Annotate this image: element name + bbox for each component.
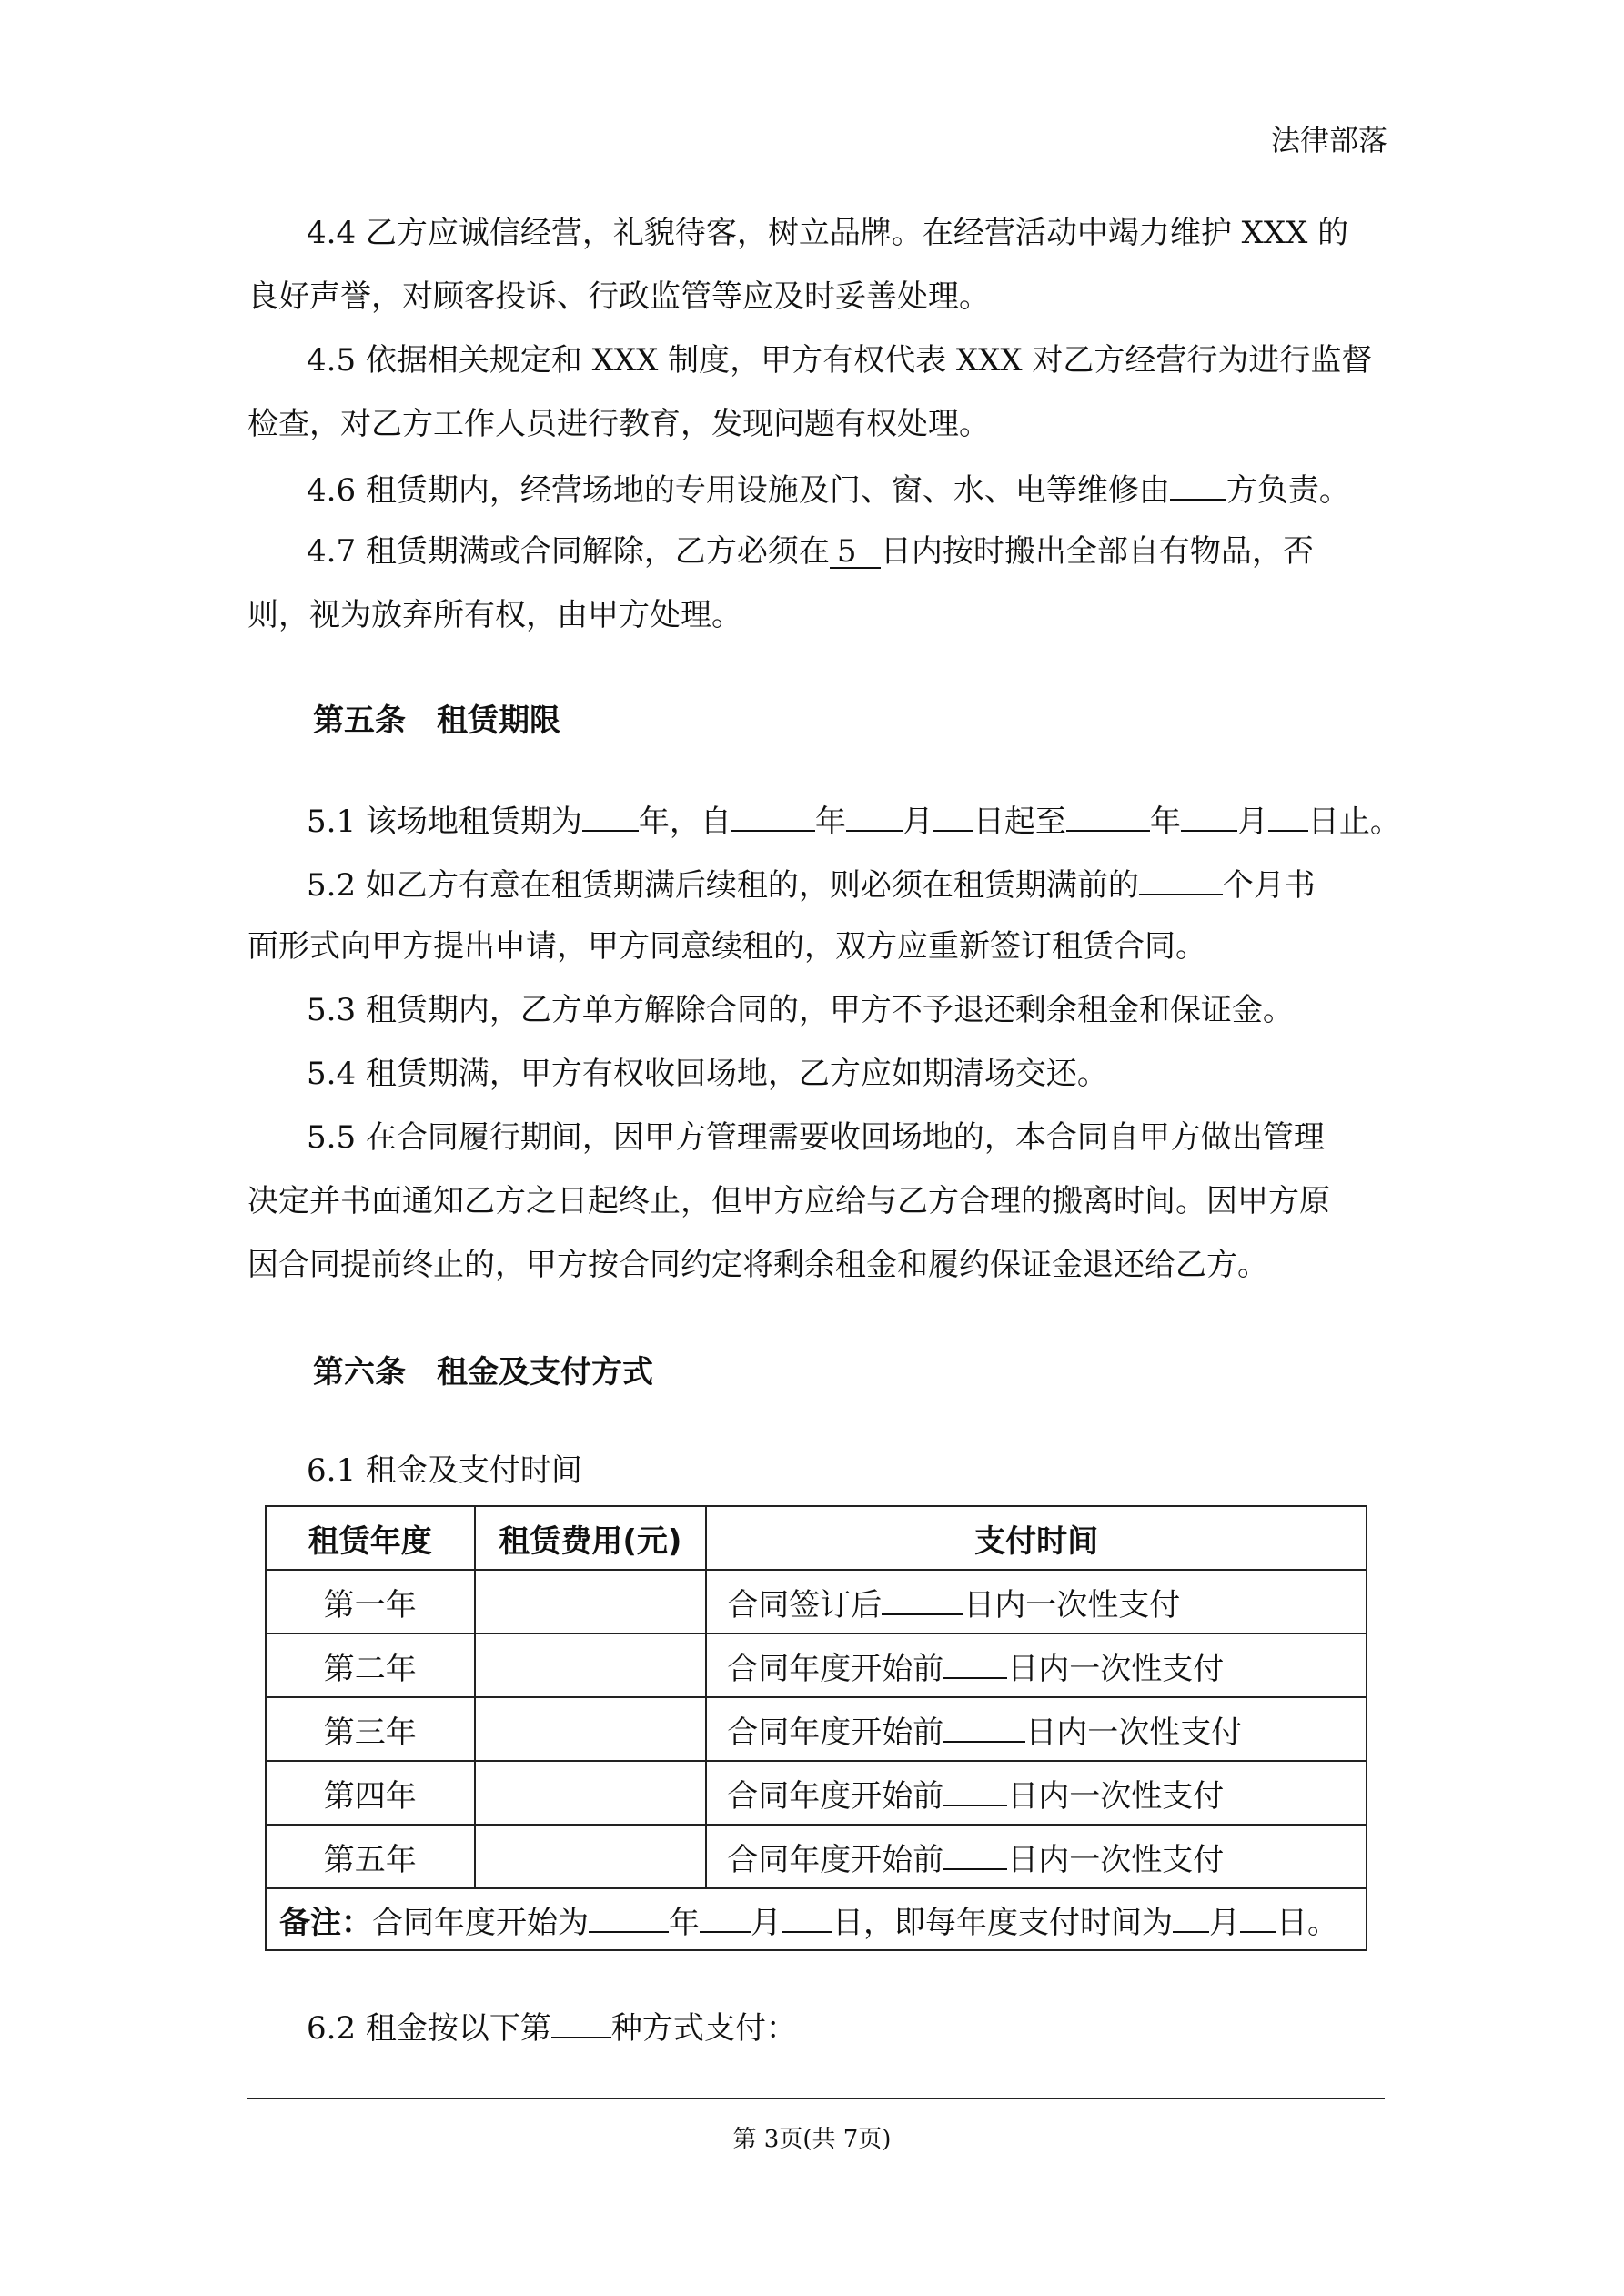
clause-4-7-text: 4.7 租赁期满或合同解除，乙方必须在 (307, 533, 830, 570)
blank-start-day (933, 801, 973, 832)
table-row (266, 1825, 1367, 1888)
clause-4-4-line1: 4.4 乙方应诚信经营，礼貌待客，树立品牌。在经营活动中竭力维护 XXX 的 (307, 215, 1349, 251)
col-header-pay-time: 支付时间 (706, 1506, 1367, 1570)
page-number: 第 3页(共 7页) (732, 2126, 892, 2153)
blank-days (882, 1584, 963, 1615)
note-label: 备注： (279, 1904, 372, 1941)
cell-pay-time (706, 1825, 1367, 1888)
clause-6-2-text: 6.2 租金按以下第 (307, 2010, 551, 2047)
rent-payment-table (265, 1505, 1367, 1951)
clause-4-4-line2: 良好声誉，对顾客投诉、行政监管等应及时妥善处理。 (247, 278, 990, 315)
blank-days (943, 1839, 1007, 1870)
note-day: 日，即每年度支付时间为 (832, 1904, 1173, 1941)
section-5-heading: 第五条 租赁期限 (313, 703, 560, 739)
table-row (266, 1761, 1367, 1825)
clause-5-5-line1: 5.5 在合同履行期间，因甲方管理需要收回场地的，本合同自甲方做出管理 (307, 1119, 1325, 1156)
cell-year: 第三年 (266, 1697, 475, 1761)
section-6-heading: 第六条 租金及支付方式 (313, 1354, 653, 1391)
cell-year: 第二年 (266, 1633, 475, 1697)
clause-4-7-days: 5 (830, 536, 881, 569)
cell-pay-time (706, 1570, 1367, 1633)
clause-5-1-y2: 年 (1149, 804, 1181, 840)
clause-6-1: 6.1 租金及支付时间 (307, 1452, 582, 1489)
note-month: 月 (751, 1904, 782, 1941)
note-text: 合同年度开始为 (372, 1904, 589, 1941)
clause-4-6 (307, 470, 1350, 509)
clause-5-4: 5.4 租赁期满，甲方有权收回场地，乙方应如期清场交还。 (307, 1056, 1108, 1092)
blank-payment-method (551, 2008, 611, 2038)
clause-5-1-end: 日止。 (1307, 804, 1401, 840)
blank-note-year (589, 1902, 669, 1933)
table-row (266, 1697, 1367, 1761)
clause-4-6-text-end: 方负责。 (1226, 472, 1350, 509)
cell-pay-time (706, 1697, 1367, 1761)
blank-end-day (1268, 801, 1308, 832)
clause-4-7-line2: 则，视为放弃所有权，由甲方处理。 (247, 597, 742, 633)
clause-5-1-m2: 月 (1236, 804, 1268, 840)
clause-4-5-line1: 4.5 依据相关规定和 XXX 制度，甲方有权代表 XXX 对乙方经营行为进行监督 (307, 342, 1373, 379)
blank-note-day (782, 1902, 832, 1933)
cell-fee (475, 1825, 707, 1888)
clause-5-1-year: 年，自 (638, 804, 731, 840)
clause-4-6-text: 4.6 租赁期内，经营场地的专用设施及门、窗、水、电等维修由 (307, 472, 1170, 509)
note-month2: 月 (1209, 1904, 1240, 1941)
footer-rule (247, 2098, 1385, 2099)
pay-text: 合同年度开始前 (727, 1841, 944, 1878)
pay-text-end: 日内一次性支付 (963, 1586, 1181, 1623)
pay-text: 合同年度开始前 (727, 1777, 944, 1815)
clause-4-7-line1 (307, 533, 1314, 570)
cell-year: 第一年 (266, 1570, 475, 1633)
blank-years (582, 801, 639, 832)
clause-4-5-line2: 检查，对乙方工作人员进行教育，发现问题有权处理。 (247, 406, 990, 442)
blank-responsible-party (1170, 470, 1226, 501)
cell-year: 第四年 (266, 1761, 475, 1825)
clause-5-2-text-end: 个月书 (1222, 867, 1316, 904)
cell-fee (475, 1570, 707, 1633)
blank-end-month (1181, 801, 1237, 832)
clause-5-1-text: 5.1 该场地租赁期为 (307, 804, 582, 840)
table-note (266, 1888, 1367, 1950)
col-header-year: 租赁年度 (266, 1506, 475, 1570)
table-header-row (266, 1506, 1367, 1570)
clause-5-1-start: 日起至 (973, 804, 1066, 840)
clause-5-1 (307, 801, 1401, 840)
clause-5-5-line3: 因合同提前终止的，甲方按合同约定将剩余租金和履约保证金退还给乙方。 (247, 1247, 1268, 1283)
clause-5-3: 5.3 租赁期内，乙方单方解除合同的，甲方不予退还剩余租金和保证金。 (307, 992, 1294, 1028)
cell-fee (475, 1697, 707, 1761)
clause-5-5-line2: 决定并书面通知乙方之日起终止，但甲方应给与乙方合理的搬离时间。因甲方原 (247, 1183, 1330, 1219)
pay-text-end: 日内一次性支付 (1007, 1650, 1225, 1687)
blank-days (943, 1775, 1007, 1806)
blank-days (943, 1648, 1007, 1679)
pay-text-end: 日内一次性支付 (1025, 1714, 1243, 1751)
blank-end-year (1066, 801, 1150, 832)
pay-text-end: 日内一次性支付 (1007, 1841, 1225, 1878)
blank-start-year (731, 801, 815, 832)
cell-year: 第五年 (266, 1825, 475, 1888)
blank-note-month (700, 1902, 751, 1933)
note-year: 年 (669, 1904, 700, 1941)
blank-pay-month (1173, 1902, 1209, 1933)
pay-text: 合同年度开始前 (727, 1714, 944, 1751)
clause-5-1-m: 月 (902, 804, 933, 840)
clause-5-2-text: 5.2 如乙方有意在租赁期满后续租的，则必须在租赁期满前的 (307, 867, 1139, 904)
table-row (266, 1570, 1367, 1633)
pay-text: 合同签订后 (727, 1586, 883, 1623)
header-brand: 法律部落 (1270, 123, 1387, 157)
blank-days (943, 1712, 1025, 1743)
cell-pay-time (706, 1633, 1367, 1697)
table-row (266, 1633, 1367, 1697)
pay-text-end: 日内一次性支付 (1007, 1777, 1225, 1815)
cell-fee (475, 1761, 707, 1825)
cell-fee (475, 1633, 707, 1697)
pay-text: 合同年度开始前 (727, 1650, 944, 1687)
note-end: 日。 (1276, 1904, 1338, 1941)
col-header-fee: 租赁费用(元) (475, 1506, 707, 1570)
blank-pay-day (1240, 1902, 1276, 1933)
clause-5-2-line2: 面形式向甲方提出申请，甲方同意续租的，双方应重新签订租赁合同。 (247, 928, 1206, 965)
clause-6-2-text-end: 种方式支付： (610, 2010, 797, 2047)
blank-start-month (846, 801, 903, 832)
clause-6-2 (307, 2008, 797, 2047)
table-note-row (266, 1888, 1367, 1950)
blank-months (1139, 865, 1223, 895)
clause-5-1-y: 年 (814, 804, 846, 840)
clause-4-7-text-end: 日内按时搬出全部自有物品，否 (880, 533, 1314, 570)
cell-pay-time (706, 1761, 1367, 1825)
clause-5-2-line1 (307, 865, 1316, 904)
